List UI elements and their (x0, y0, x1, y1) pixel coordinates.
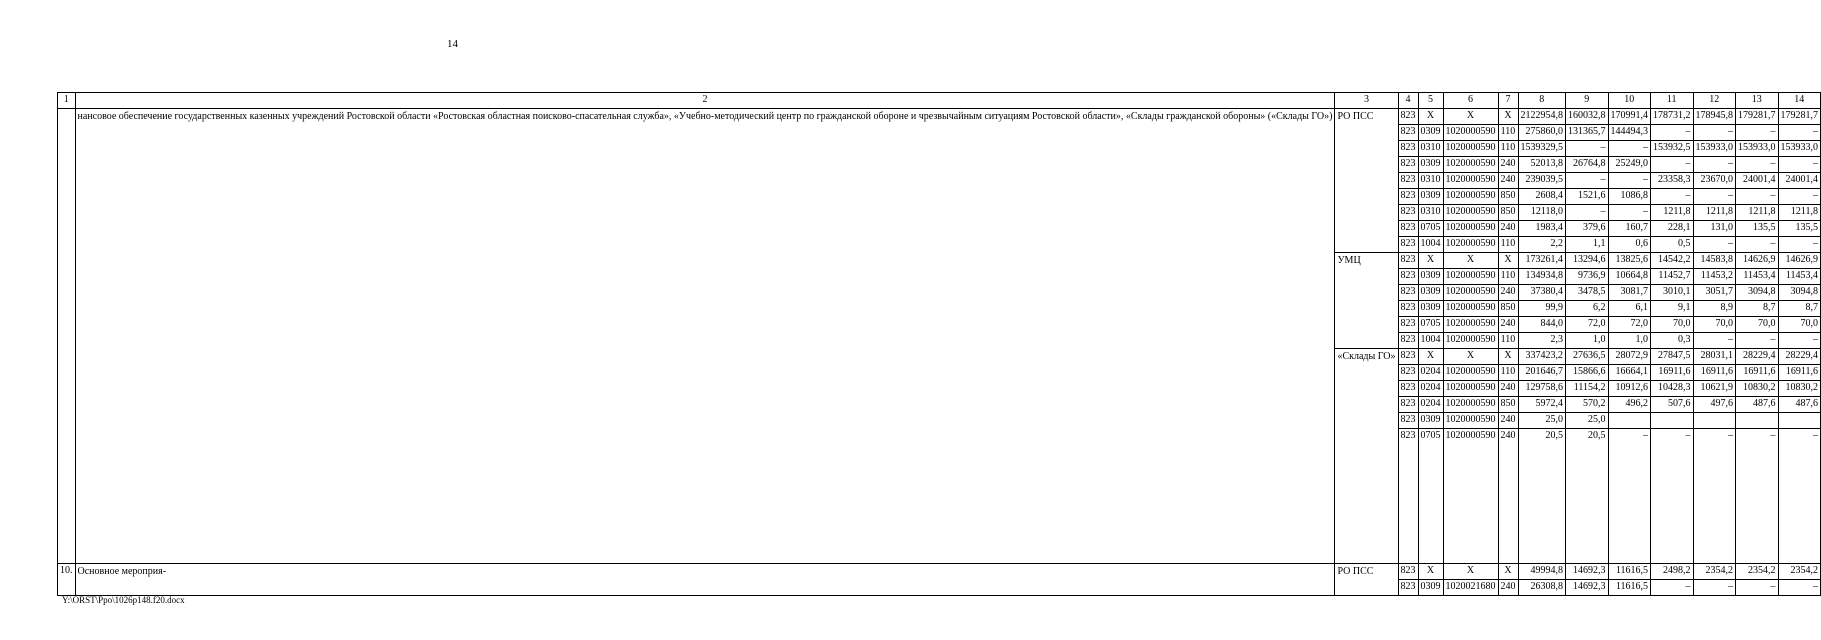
table-cell: – (1651, 125, 1694, 141)
table-cell: 9,1 (1651, 301, 1694, 317)
table-cell (1778, 413, 1821, 429)
table-cell: 487,6 (1736, 397, 1779, 413)
header-row (58, 93, 1821, 109)
table-row (58, 109, 1821, 125)
table-cell: 201646,7 (1518, 365, 1566, 381)
table-cell: – (1566, 205, 1609, 221)
table-cell: 16911,6 (1693, 365, 1736, 381)
table-cell: 173261,4 (1518, 253, 1566, 269)
column-number-header: 4 (1398, 93, 1418, 109)
table-cell: 26764,8 (1566, 157, 1609, 173)
column-number-header: 2 (75, 93, 1335, 109)
table-cell: 2608,4 (1518, 189, 1566, 205)
table-cell: 178945,8 (1693, 109, 1736, 125)
table-cell: 170991,4 (1608, 109, 1651, 125)
table-cell: 5972,4 (1518, 397, 1566, 413)
table-cell: 0309 (1418, 125, 1443, 141)
table-cell: 228,1 (1651, 221, 1694, 237)
table-cell: 52013,8 (1518, 157, 1566, 173)
table-cell: 1020000590 (1443, 397, 1498, 413)
table-cell: 1020000590 (1443, 381, 1498, 397)
table-cell: 823 (1398, 237, 1418, 253)
table-cell: 1020000590 (1443, 301, 1498, 317)
table-cell: Х (1498, 349, 1518, 365)
table-cell: 2122954,8 (1518, 109, 1566, 125)
table-cell: 72,0 (1608, 317, 1651, 333)
table-cell: 379,6 (1566, 221, 1609, 237)
table-cell: 24001,4 (1778, 173, 1821, 189)
table-cell: 1020000590 (1443, 173, 1498, 189)
table-cell: 25,0 (1518, 413, 1566, 429)
table-cell: 11154,2 (1566, 381, 1609, 397)
table-cell: 1020000590 (1443, 317, 1498, 333)
table-cell: 2354,2 (1736, 564, 1779, 580)
table-cell: 823 (1398, 173, 1418, 189)
table-cell: Х (1418, 564, 1443, 580)
table-cell: 153933,0 (1778, 141, 1821, 157)
table-cell: 10664,8 (1608, 269, 1651, 285)
table-cell: 1539329,5 (1518, 141, 1566, 157)
table-cell: 850 (1498, 301, 1518, 317)
table-cell: 0,3 (1651, 333, 1694, 349)
table-cell: – (1736, 125, 1779, 141)
table-cell: 110 (1498, 125, 1518, 141)
table-cell: 70,0 (1736, 317, 1779, 333)
table-cell: 850 (1498, 189, 1518, 205)
table-cell: 72,0 (1566, 317, 1609, 333)
table-cell: 823 (1398, 349, 1418, 365)
table-cell: 239039,5 (1518, 173, 1566, 189)
table-cell: 1020021680 (1443, 580, 1498, 596)
file-path-footer: Y:\ORST\Ppo\1026p148.f20.docx (62, 595, 185, 605)
table-cell: 240 (1498, 173, 1518, 189)
table-cell: 13294,6 (1566, 253, 1609, 269)
table-cell: 0309 (1418, 157, 1443, 173)
table-cell: 37380,4 (1518, 285, 1566, 301)
table-cell: 2354,2 (1778, 564, 1821, 580)
table-cell: 850 (1498, 205, 1518, 221)
table-cell: – (1778, 189, 1821, 205)
table-cell: 823 (1398, 109, 1418, 125)
table-cell: 10830,2 (1736, 381, 1779, 397)
table-cell: 23358,3 (1651, 173, 1694, 189)
table-cell: 0309 (1418, 301, 1443, 317)
table-cell: 1020000590 (1443, 189, 1498, 205)
table-cell: 823 (1398, 301, 1418, 317)
table-cell: 135,5 (1778, 221, 1821, 237)
column-number-header: 3 (1335, 93, 1398, 109)
table-cell: 275860,0 (1518, 125, 1566, 141)
table-cell: 1020000590 (1443, 365, 1498, 381)
table-cell: 99,9 (1518, 301, 1566, 317)
table-cell: 240 (1498, 317, 1518, 333)
table-cell: 496,2 (1608, 397, 1651, 413)
table-cell: 11453,4 (1778, 269, 1821, 285)
table-cell: 16664,1 (1608, 365, 1651, 381)
table-cell: 0204 (1418, 397, 1443, 413)
table-cell: 179281,7 (1778, 109, 1821, 125)
table-cell: 823 (1398, 564, 1418, 580)
table-cell: 70,0 (1651, 317, 1694, 333)
table-cell: 1020000590 (1443, 237, 1498, 253)
table-cell: Х (1498, 253, 1518, 269)
table-cell: 570,2 (1566, 397, 1609, 413)
table-cell: – (1693, 125, 1736, 141)
row-number-cell (58, 109, 76, 564)
table-cell: 0705 (1418, 221, 1443, 237)
table-cell: 1020000590 (1443, 205, 1498, 221)
table-cell: 1004 (1418, 237, 1443, 253)
table-cell: 823 (1398, 381, 1418, 397)
measure-description: нансовое обеспечение государственных казенных учреждений Ростовской области «Ростовская областная поисково-спасательная служба», «Учебно-методический центр по гражданской обороне и чрезвычайным ситуациям Ростовской области», «Склады гражданской обороны» («Склады ГО») (75, 109, 1335, 564)
table-cell: 11616,5 (1608, 580, 1651, 596)
table-cell: 27636,5 (1566, 349, 1609, 365)
table-cell: 0309 (1418, 580, 1443, 596)
table-cell: – (1736, 429, 1779, 564)
table-cell: 1020000590 (1443, 221, 1498, 237)
table-cell: 135,5 (1736, 221, 1779, 237)
table-cell: 0,6 (1608, 237, 1651, 253)
table-cell: 153933,0 (1693, 141, 1736, 157)
table-cell: 15866,6 (1566, 365, 1609, 381)
table-cell: 8,9 (1693, 301, 1736, 317)
column-number-header: 11 (1651, 93, 1694, 109)
table-cell: 6,1 (1608, 301, 1651, 317)
column-number-header: 7 (1498, 93, 1518, 109)
table-cell: 28031,1 (1693, 349, 1736, 365)
table-cell: 20,5 (1566, 429, 1609, 564)
table-cell: 24001,4 (1736, 173, 1779, 189)
table-cell: – (1566, 141, 1609, 157)
table-cell: 844,0 (1518, 317, 1566, 333)
table-cell: 0309 (1418, 189, 1443, 205)
table-cell: 110 (1498, 141, 1518, 157)
table-cell: 14692,3 (1566, 580, 1609, 596)
table-cell: – (1566, 173, 1609, 189)
table-cell: – (1736, 189, 1779, 205)
table-cell: 6,2 (1566, 301, 1609, 317)
row-number-cell: 10. (58, 564, 76, 596)
table-cell: 1020000590 (1443, 141, 1498, 157)
table-cell: 0204 (1418, 381, 1443, 397)
table-cell: 1211,8 (1693, 205, 1736, 221)
table-cell (1736, 413, 1779, 429)
table-cell: – (1693, 157, 1736, 173)
table-cell: 14583,8 (1693, 253, 1736, 269)
table-cell: – (1651, 157, 1694, 173)
table-cell: Х (1418, 109, 1443, 125)
table-cell: 0204 (1418, 365, 1443, 381)
table-cell: – (1608, 173, 1651, 189)
table-cell: – (1608, 141, 1651, 157)
table-cell: 1521,6 (1566, 189, 1609, 205)
table-cell: 823 (1398, 317, 1418, 333)
table-cell: 1020000590 (1443, 429, 1498, 564)
table-cell: – (1608, 429, 1651, 564)
table-cell: 240 (1498, 157, 1518, 173)
institution-name: УМЦ (1335, 253, 1398, 349)
table-cell: 1004 (1418, 333, 1443, 349)
table-cell: 11452,7 (1651, 269, 1694, 285)
table-cell: – (1651, 580, 1694, 596)
table-cell: 10428,3 (1651, 381, 1694, 397)
column-number-header: 6 (1443, 93, 1498, 109)
table-cell: 16911,6 (1651, 365, 1694, 381)
table-cell: 2498,2 (1651, 564, 1694, 580)
page-number: 14 (447, 38, 458, 50)
table-cell: 11453,4 (1736, 269, 1779, 285)
table-cell: 823 (1398, 269, 1418, 285)
table-cell: 0309 (1418, 269, 1443, 285)
table-cell: 1,0 (1566, 333, 1609, 349)
table-cell: 28229,4 (1736, 349, 1779, 365)
table-cell: 823 (1398, 125, 1418, 141)
table-cell: 1020000590 (1443, 285, 1498, 301)
table-cell: 70,0 (1693, 317, 1736, 333)
table-cell: 1211,8 (1651, 205, 1694, 221)
table-cell: – (1778, 125, 1821, 141)
table-cell: – (1693, 333, 1736, 349)
table-cell (1693, 413, 1736, 429)
table-cell: – (1778, 580, 1821, 596)
table-cell: 16911,6 (1736, 365, 1779, 381)
table-cell: 153932,5 (1651, 141, 1694, 157)
table-cell: 0309 (1418, 413, 1443, 429)
table-cell: 823 (1398, 580, 1418, 596)
table-cell (1608, 413, 1651, 429)
table-cell: – (1778, 333, 1821, 349)
institution-name: «Склады ГО» (1335, 349, 1398, 564)
table-cell: 3081,7 (1608, 285, 1651, 301)
table-cell: – (1693, 189, 1736, 205)
table-cell: 507,6 (1651, 397, 1694, 413)
column-number-header: 12 (1693, 93, 1736, 109)
table-cell: 1020000590 (1443, 413, 1498, 429)
table-cell: 1983,4 (1518, 221, 1566, 237)
table-cell: 3010,1 (1651, 285, 1694, 301)
table-cell: 823 (1398, 397, 1418, 413)
table-cell: 0705 (1418, 429, 1443, 564)
table-cell: 10621,9 (1693, 381, 1736, 397)
table-cell: 0310 (1418, 173, 1443, 189)
table-cell: 1020000590 (1443, 333, 1498, 349)
table-cell: 240 (1498, 429, 1518, 564)
column-number-header: 5 (1418, 93, 1443, 109)
table-cell: 823 (1398, 365, 1418, 381)
table-cell: – (1778, 157, 1821, 173)
table-cell: 823 (1398, 205, 1418, 221)
column-number-header: 8 (1518, 93, 1566, 109)
table-cell: 28072,9 (1608, 349, 1651, 365)
table-cell: 240 (1498, 285, 1518, 301)
table-cell: 26308,8 (1518, 580, 1566, 596)
table-cell: 823 (1398, 189, 1418, 205)
table-cell: 0310 (1418, 205, 1443, 221)
table-cell: 110 (1498, 365, 1518, 381)
table-cell: 12118,0 (1518, 205, 1566, 221)
column-number-header: 1 (58, 93, 76, 109)
table-cell: 110 (1498, 269, 1518, 285)
table-cell: 160,7 (1608, 221, 1651, 237)
table-row (58, 564, 1821, 580)
table-cell: 240 (1498, 381, 1518, 397)
table-cell: – (1736, 333, 1779, 349)
measure-description: Основное мероприя- (75, 564, 1335, 596)
table-cell (1651, 413, 1694, 429)
table-cell: 1211,8 (1778, 205, 1821, 221)
table-cell: 1020000590 (1443, 157, 1498, 173)
table-cell: 14626,9 (1778, 253, 1821, 269)
table-cell: 13825,6 (1608, 253, 1651, 269)
table-cell: 497,6 (1693, 397, 1736, 413)
table-cell: 3094,8 (1736, 285, 1779, 301)
table-cell: Х (1418, 349, 1443, 365)
table-cell: – (1651, 429, 1694, 564)
table-cell: 28229,4 (1778, 349, 1821, 365)
table-cell: 823 (1398, 141, 1418, 157)
table-cell: 240 (1498, 413, 1518, 429)
table-cell: 823 (1398, 285, 1418, 301)
table-cell: 144494,3 (1608, 125, 1651, 141)
table-cell: 131365,7 (1566, 125, 1609, 141)
table-cell: 129758,6 (1518, 381, 1566, 397)
table-cell: 823 (1398, 413, 1418, 429)
table-cell: 11453,2 (1693, 269, 1736, 285)
table-cell: 14542,2 (1651, 253, 1694, 269)
table-cell: 14626,9 (1736, 253, 1779, 269)
table-cell: 110 (1498, 333, 1518, 349)
table-cell: – (1778, 429, 1821, 564)
table-cell: 16911,6 (1778, 365, 1821, 381)
table-cell: 823 (1398, 157, 1418, 173)
table-cell: Х (1443, 109, 1498, 125)
table-cell: 240 (1498, 580, 1518, 596)
table-cell: 0705 (1418, 317, 1443, 333)
table-cell: 11616,5 (1608, 564, 1651, 580)
table-cell: 823 (1398, 221, 1418, 237)
table-cell: – (1693, 237, 1736, 253)
table-cell: 0310 (1418, 141, 1443, 157)
table-cell: 2,3 (1518, 333, 1566, 349)
institution-name: РО ПСС (1335, 109, 1398, 253)
table-cell: 487,6 (1778, 397, 1821, 413)
table-cell: 3051,7 (1693, 285, 1736, 301)
table-cell: 3478,5 (1566, 285, 1609, 301)
table-cell: Х (1443, 349, 1498, 365)
column-number-header: 13 (1736, 93, 1779, 109)
table-cell: 131,0 (1693, 221, 1736, 237)
table-cell: Х (1498, 564, 1518, 580)
table-cell: – (1693, 580, 1736, 596)
table-cell: 9736,9 (1566, 269, 1609, 285)
table-cell: 1,1 (1566, 237, 1609, 253)
table-cell: 27847,5 (1651, 349, 1694, 365)
table-cell: Х (1443, 253, 1498, 269)
table-cell: 49994,8 (1518, 564, 1566, 580)
table-cell: 14692,3 (1566, 564, 1609, 580)
table-cell: 178731,2 (1651, 109, 1694, 125)
table-cell: – (1778, 237, 1821, 253)
table-cell: 823 (1398, 253, 1418, 269)
table-cell: Х (1443, 564, 1498, 580)
table-cell: 337423,2 (1518, 349, 1566, 365)
table-cell: 25249,0 (1608, 157, 1651, 173)
column-number-header: 9 (1566, 93, 1609, 109)
table-cell: 240 (1498, 221, 1518, 237)
table-cell: 10912,6 (1608, 381, 1651, 397)
table-cell: 8,7 (1778, 301, 1821, 317)
table-cell: 823 (1398, 429, 1418, 564)
table-cell: 1,0 (1608, 333, 1651, 349)
table-cell: – (1736, 580, 1779, 596)
table-cell: 0,5 (1651, 237, 1694, 253)
table-cell: 0309 (1418, 285, 1443, 301)
table-cell: – (1651, 189, 1694, 205)
table-cell: 10830,2 (1778, 381, 1821, 397)
table-cell: – (1693, 429, 1736, 564)
table-cell: 110 (1498, 237, 1518, 253)
table-cell: 3094,8 (1778, 285, 1821, 301)
table-cell: 2354,2 (1693, 564, 1736, 580)
table-cell: 8,7 (1736, 301, 1779, 317)
table-cell: 160032,8 (1566, 109, 1609, 125)
table-cell: – (1736, 237, 1779, 253)
table-cell: 179281,7 (1736, 109, 1779, 125)
table-cell: 1020000590 (1443, 125, 1498, 141)
column-number-header: 14 (1778, 93, 1821, 109)
table-cell: 25,0 (1566, 413, 1609, 429)
table-cell: 1211,8 (1736, 205, 1779, 221)
table-cell: 850 (1498, 397, 1518, 413)
table-cell: Х (1418, 253, 1443, 269)
table-cell: Х (1498, 109, 1518, 125)
table-cell: 1086,8 (1608, 189, 1651, 205)
table-cell: – (1736, 157, 1779, 173)
table-cell: – (1608, 205, 1651, 221)
table-cell: 134934,8 (1518, 269, 1566, 285)
table-cell: 2,2 (1518, 237, 1566, 253)
table-cell: 23670,0 (1693, 173, 1736, 189)
table-cell: 70,0 (1778, 317, 1821, 333)
table-cell: 153933,0 (1736, 141, 1779, 157)
table-cell: 823 (1398, 333, 1418, 349)
table-cell: 20,5 (1518, 429, 1566, 564)
table-cell: 1020000590 (1443, 269, 1498, 285)
budget-table (57, 92, 1821, 596)
column-number-header: 10 (1608, 93, 1651, 109)
institution-name: РО ПСС (1335, 564, 1398, 596)
